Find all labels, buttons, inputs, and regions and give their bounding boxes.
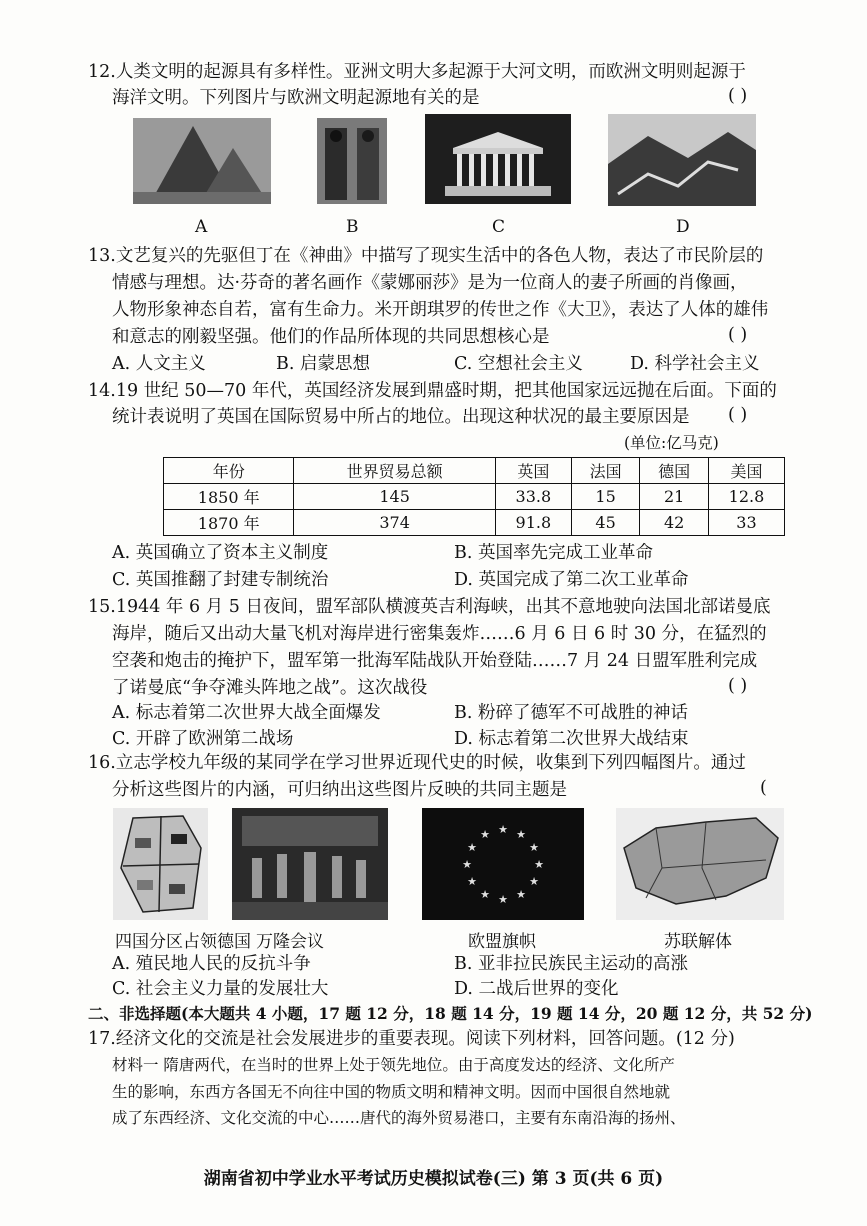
q12-image-d-great-wall [608, 114, 756, 206]
q16-answer-paren: ( [760, 778, 767, 798]
q15-option-c: C. 开辟了欧洲第二战场 [112, 729, 294, 749]
svg-text:★: ★ [498, 893, 508, 906]
q16-line2: 分析这些图片的内涵，可归纳出这些图片反映的共同主题是 [112, 780, 567, 800]
table-cell: 12.8 [708, 484, 784, 510]
svg-text:★: ★ [529, 875, 539, 888]
table-cell: 1850 年 [164, 484, 294, 510]
q12-image-b-statue [317, 118, 387, 204]
q15-option-b: B. 粉碎了德军不可战胜的神话 [454, 703, 688, 723]
svg-text:★: ★ [467, 841, 477, 854]
q14-option-b: B. 英国率先完成工业革命 [454, 543, 653, 563]
q13-option-c: C. 空想社会主义 [454, 354, 583, 374]
table-cell: 42 [640, 510, 709, 536]
q12-line2: 海洋文明。下列图片与欧洲文明起源地有关的是 [112, 88, 480, 108]
table-header: 美国 [708, 458, 784, 484]
table-cell: 33.8 [495, 484, 571, 510]
q13-answer-paren: ( ) [728, 325, 748, 345]
table-row [164, 510, 785, 536]
table-header: 年份 [164, 458, 294, 484]
q12-line1: 12.人类文明的起源具有多样性。亚洲文明大多起源于大河文明，而欧洲文明则起源于 [88, 62, 746, 82]
q16-image-bandung-conference [232, 808, 388, 920]
q14-line2: 统计表说明了英国在国际贸易中所占的地位。出现这种状况的最主要原因是 [112, 407, 690, 427]
q14-line1: 14.19 世纪 50—70 年代，英国经济发展到鼎盛时期，把其他国家远远抛在后面。下面的 [88, 381, 777, 401]
svg-text:★: ★ [529, 841, 539, 854]
q15-line1: 15.1944 年 6 月 5 日夜间，盟军部队横渡英吉利海峡，出其不意地驶向法国北部诺曼底 [88, 597, 771, 617]
q12-caption-b: B [346, 217, 359, 237]
q15-line3: 空袭和炮击的掩护下，盟军第一批海军陆战队开始登陆……7 月 24 日盟军胜利完成 [112, 651, 758, 671]
q15-option-a: A. 标志着第二次世界大战全面爆发 [112, 703, 381, 723]
q16-line1: 16.立志学校九年级的某同学在学习世界近现代史的时候，收集到下列四幅图片。通过 [88, 753, 746, 773]
q12-image-c-parthenon [425, 114, 571, 204]
table-header-row [164, 458, 785, 484]
page-footer: 湖南省初中学业水平考试历史模拟试卷(三) 第 3 页(共 6 页) [203, 1169, 664, 1189]
q16-image-soviet-map [616, 808, 784, 920]
table-header: 英国 [495, 458, 571, 484]
table-cell: 45 [571, 510, 640, 536]
q16-caption-3: 欧盟旗帜 [468, 932, 536, 952]
q14-option-a: A. 英国确立了资本主义制度 [112, 543, 329, 563]
q15-option-d: D. 标志着第二次世界大战结束 [454, 729, 689, 749]
table-cell: 21 [640, 484, 709, 510]
q14-option-c: C. 英国推翻了封建专制统治 [112, 570, 329, 590]
q16-caption-4: 苏联解体 [664, 932, 732, 952]
q13-line1: 13.文艺复兴的先驱但丁在《神曲》中描写了现实生活中的各色人物，表达了市民阶层的 [88, 246, 764, 266]
q15-line2: 海岸，随后又出动大量飞机对海岸进行密集轰炸……6 月 6 日 6 时 30 分，在猛烈的 [112, 624, 767, 644]
q14-unit: (单位:亿马克) [624, 434, 719, 452]
q14-answer-paren: ( ) [728, 405, 748, 425]
svg-text:★: ★ [498, 823, 508, 836]
table-cell: 374 [294, 510, 495, 536]
svg-text:★: ★ [516, 888, 526, 901]
svg-text:★: ★ [462, 858, 472, 871]
section-2-heading: 二、非选择题(本大题共 4 小题，17 题 12 分，18 题 14 分，19 题 14 分，20 题 12 分，共 52 分) [88, 1004, 813, 1023]
table-header: 世界贸易总额 [294, 458, 495, 484]
table-cell: 91.8 [495, 510, 571, 536]
q12-caption-c: C [492, 217, 506, 237]
table-header: 德国 [640, 458, 709, 484]
table-cell: 1870 年 [164, 510, 294, 536]
q16-image-germany-occupation-map [113, 808, 208, 920]
q12-image-a-pyramids [133, 118, 271, 204]
q17-material1-line2: 生的影响，东西方各国无不向往中国的物质文明和精神文明。因而中国很自然地就 [112, 1083, 671, 1101]
q16-option-c: C. 社会主义力量的发展壮大 [112, 979, 329, 999]
q16-caption-2: 万隆会议 [256, 932, 324, 952]
q12-answer-paren: ( ) [728, 86, 748, 106]
q12-caption-d: D [676, 217, 690, 237]
q17-material1-line1: 材料一 隋唐两代，在当时的世界上处于领先地位。由于高度发达的经济、文化所产 [112, 1056, 675, 1074]
svg-text:★: ★ [467, 875, 477, 888]
table-header: 法国 [571, 458, 640, 484]
q15-answer-paren: ( ) [728, 676, 748, 696]
q13-line4: 和意志的刚毅坚强。他们的作品所体现的共同思想核心是 [112, 327, 550, 347]
q14-option-d: D. 英国完成了第二次工业革命 [454, 570, 689, 590]
q17-material1-line3: 成了东西经济、文化交流的中心……唐代的海外贸易港口，主要有东南沿海的扬州、 [112, 1109, 686, 1127]
q13-line2: 情感与理想。达·芬奇的著名画作《蒙娜丽莎》是为一位商人的妻子所画的肖像画， [112, 273, 748, 293]
svg-text:★: ★ [480, 828, 490, 841]
q16-option-a: A. 殖民地人民的反抗斗争 [112, 954, 311, 974]
q13-option-a: A. 人文主义 [112, 354, 206, 374]
table-cell: 15 [571, 484, 640, 510]
table-row [164, 484, 785, 510]
svg-text:★: ★ [534, 858, 544, 871]
q13-option-b: B. 启蒙思想 [276, 354, 370, 374]
q16-option-d: D. 二战后世界的变化 [454, 979, 619, 999]
trade-statistics-table [163, 457, 785, 536]
svg-text:★: ★ [516, 828, 526, 841]
svg-text:★: ★ [480, 888, 490, 901]
q12-caption-a: A [195, 217, 208, 237]
table-cell: 145 [294, 484, 495, 510]
q16-image-eu-flag [422, 808, 584, 920]
q13-line3: 人物形象神态自若，富有生命力。米开朗琪罗的传世之作《大卫》，表达了人体的雄伟 [112, 300, 769, 320]
q15-line4: 了诺曼底“争夺滩头阵地之战”。这次战役 [112, 678, 428, 698]
q16-caption-1: 四国分区占领德国 [115, 932, 251, 952]
q13-option-d: D. 科学社会主义 [630, 354, 760, 374]
table-cell: 33 [708, 510, 784, 536]
q16-option-b: B. 亚非拉民族民主运动的高涨 [454, 954, 688, 974]
q17-line1: 17.经济文化的交流是社会发展进步的重要表现。阅读下列材料，回答问题。(12 分) [88, 1029, 735, 1049]
